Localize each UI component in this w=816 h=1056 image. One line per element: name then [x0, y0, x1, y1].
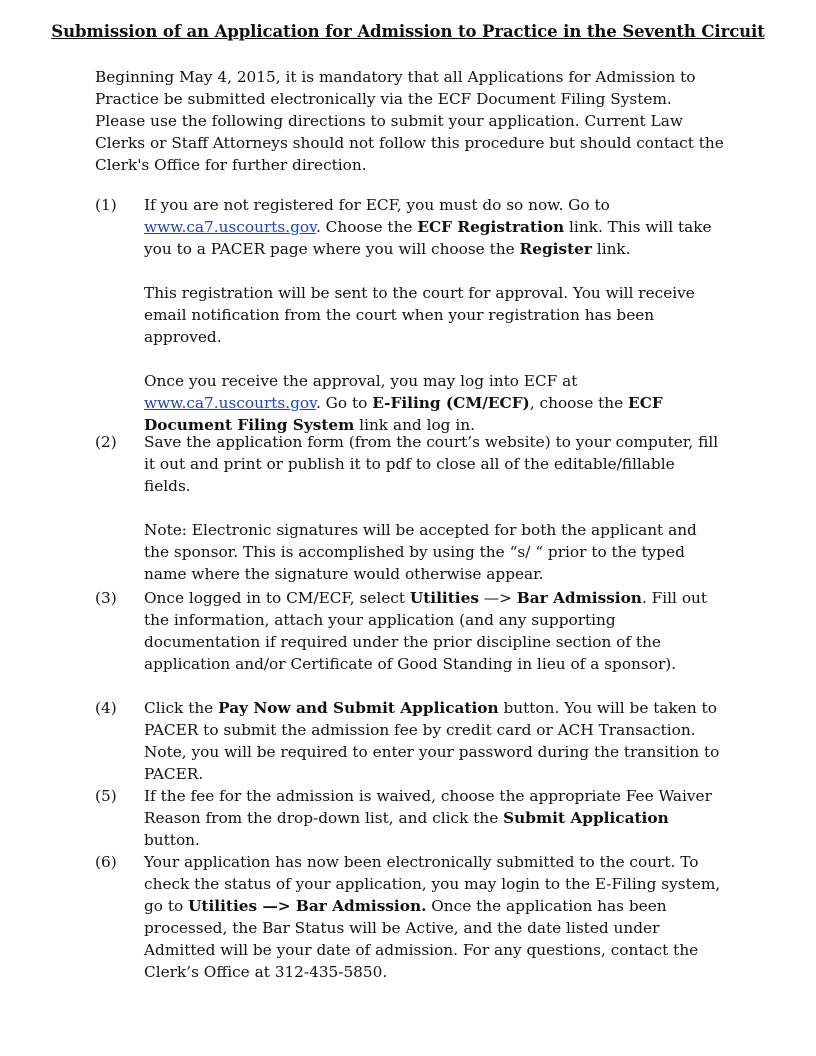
- step-number: (2): [95, 433, 117, 451]
- step-body: [144, 194, 724, 436]
- step-body: [144, 431, 724, 585]
- step-body: [144, 587, 724, 675]
- intro-paragraph: Beginning May 4, 2015, it is mandatory that all Applications for Admission to Practice be submitted electronically via the ECF Document Filing System. Please use the following directions to submit your application. Current Law Clerks or Staff Attorneys should not follow this procedure but should contact the Clerk's Office for further direction.: [95, 68, 724, 174]
- step-3-paragraph: Once logged in to CM/ECF, select Utilities —> Bar Admission. Fill out the information, attach your application (and any supporting documentation if required under the prior discipline section of the application and/or Certificate of Good Standing in lieu of a sponsor).: [144, 589, 708, 673]
- step-body: [144, 785, 724, 851]
- step-number: (6): [95, 853, 117, 871]
- step-2-paragraph-1: Save the application form (from the court’s website) to your computer, fill it out and print or publish it to pdf to close all of the editable/fillable fields.: [144, 433, 719, 495]
- step-5-paragraph: If the fee for the admission is waived, choose the appropriate Fee Waiver Reason from the drop-down list, and click the Submit Application button.: [144, 787, 712, 849]
- step-1-paragraph-2: This registration will be sent to the court for approval. You will receive email notification from the court when your registration has been approved.: [144, 284, 695, 346]
- step-number: (5): [95, 787, 117, 805]
- step-6-paragraph: Your application has now been electronically submitted to the court. To check the status of your application, you may login to the E-Filing system, go to Utilities —> Bar Admission. Once the application has been processed, the Bar Status will be Active, and the date listed under Admitted will be your date of admission. For any questions, contact the Clerk’s Office at 312-435-5850.: [144, 853, 721, 981]
- step-4-paragraph: Click the Pay Now and Submit Application button. You will be taken to PACER to submit the admission fee by credit card or ACH Transaction. Note, you will be required to enter your password during the transition to PACER.: [144, 699, 720, 783]
- step-number: (4): [95, 699, 117, 717]
- ca7-website-link-2[interactable]: www.ca7.uscourts.gov: [144, 394, 316, 412]
- step-number: (3): [95, 589, 117, 607]
- step-body: [144, 851, 724, 983]
- step-number: (1): [95, 196, 117, 214]
- step-2-note: Note: Electronic signatures will be accepted for both the applicant and the sponsor. This is accomplished by using the “s/ “ prior to the typed name where the signature would otherwise appear.: [144, 521, 697, 583]
- ca7-website-link[interactable]: www.ca7.uscourts.gov: [144, 218, 316, 236]
- step-1-paragraph-1: If you are not registered for ECF, you must do so now. Go to www.ca7.uscourts.gov. Choose the ECF Registration link. This will take you to a PACER page where you will choose the Register link.: [144, 196, 712, 258]
- step-1-paragraph-3: Once you receive the approval, you may log into ECF at www.ca7.uscourts.gov. Go to E-Filing (CM/ECF), choose the ECF Document Filing System link and log in.: [144, 372, 663, 434]
- page-title: Submission of an Application for Admission to Practice in the Seventh Circuit: [51, 22, 765, 41]
- step-body: [144, 697, 724, 785]
